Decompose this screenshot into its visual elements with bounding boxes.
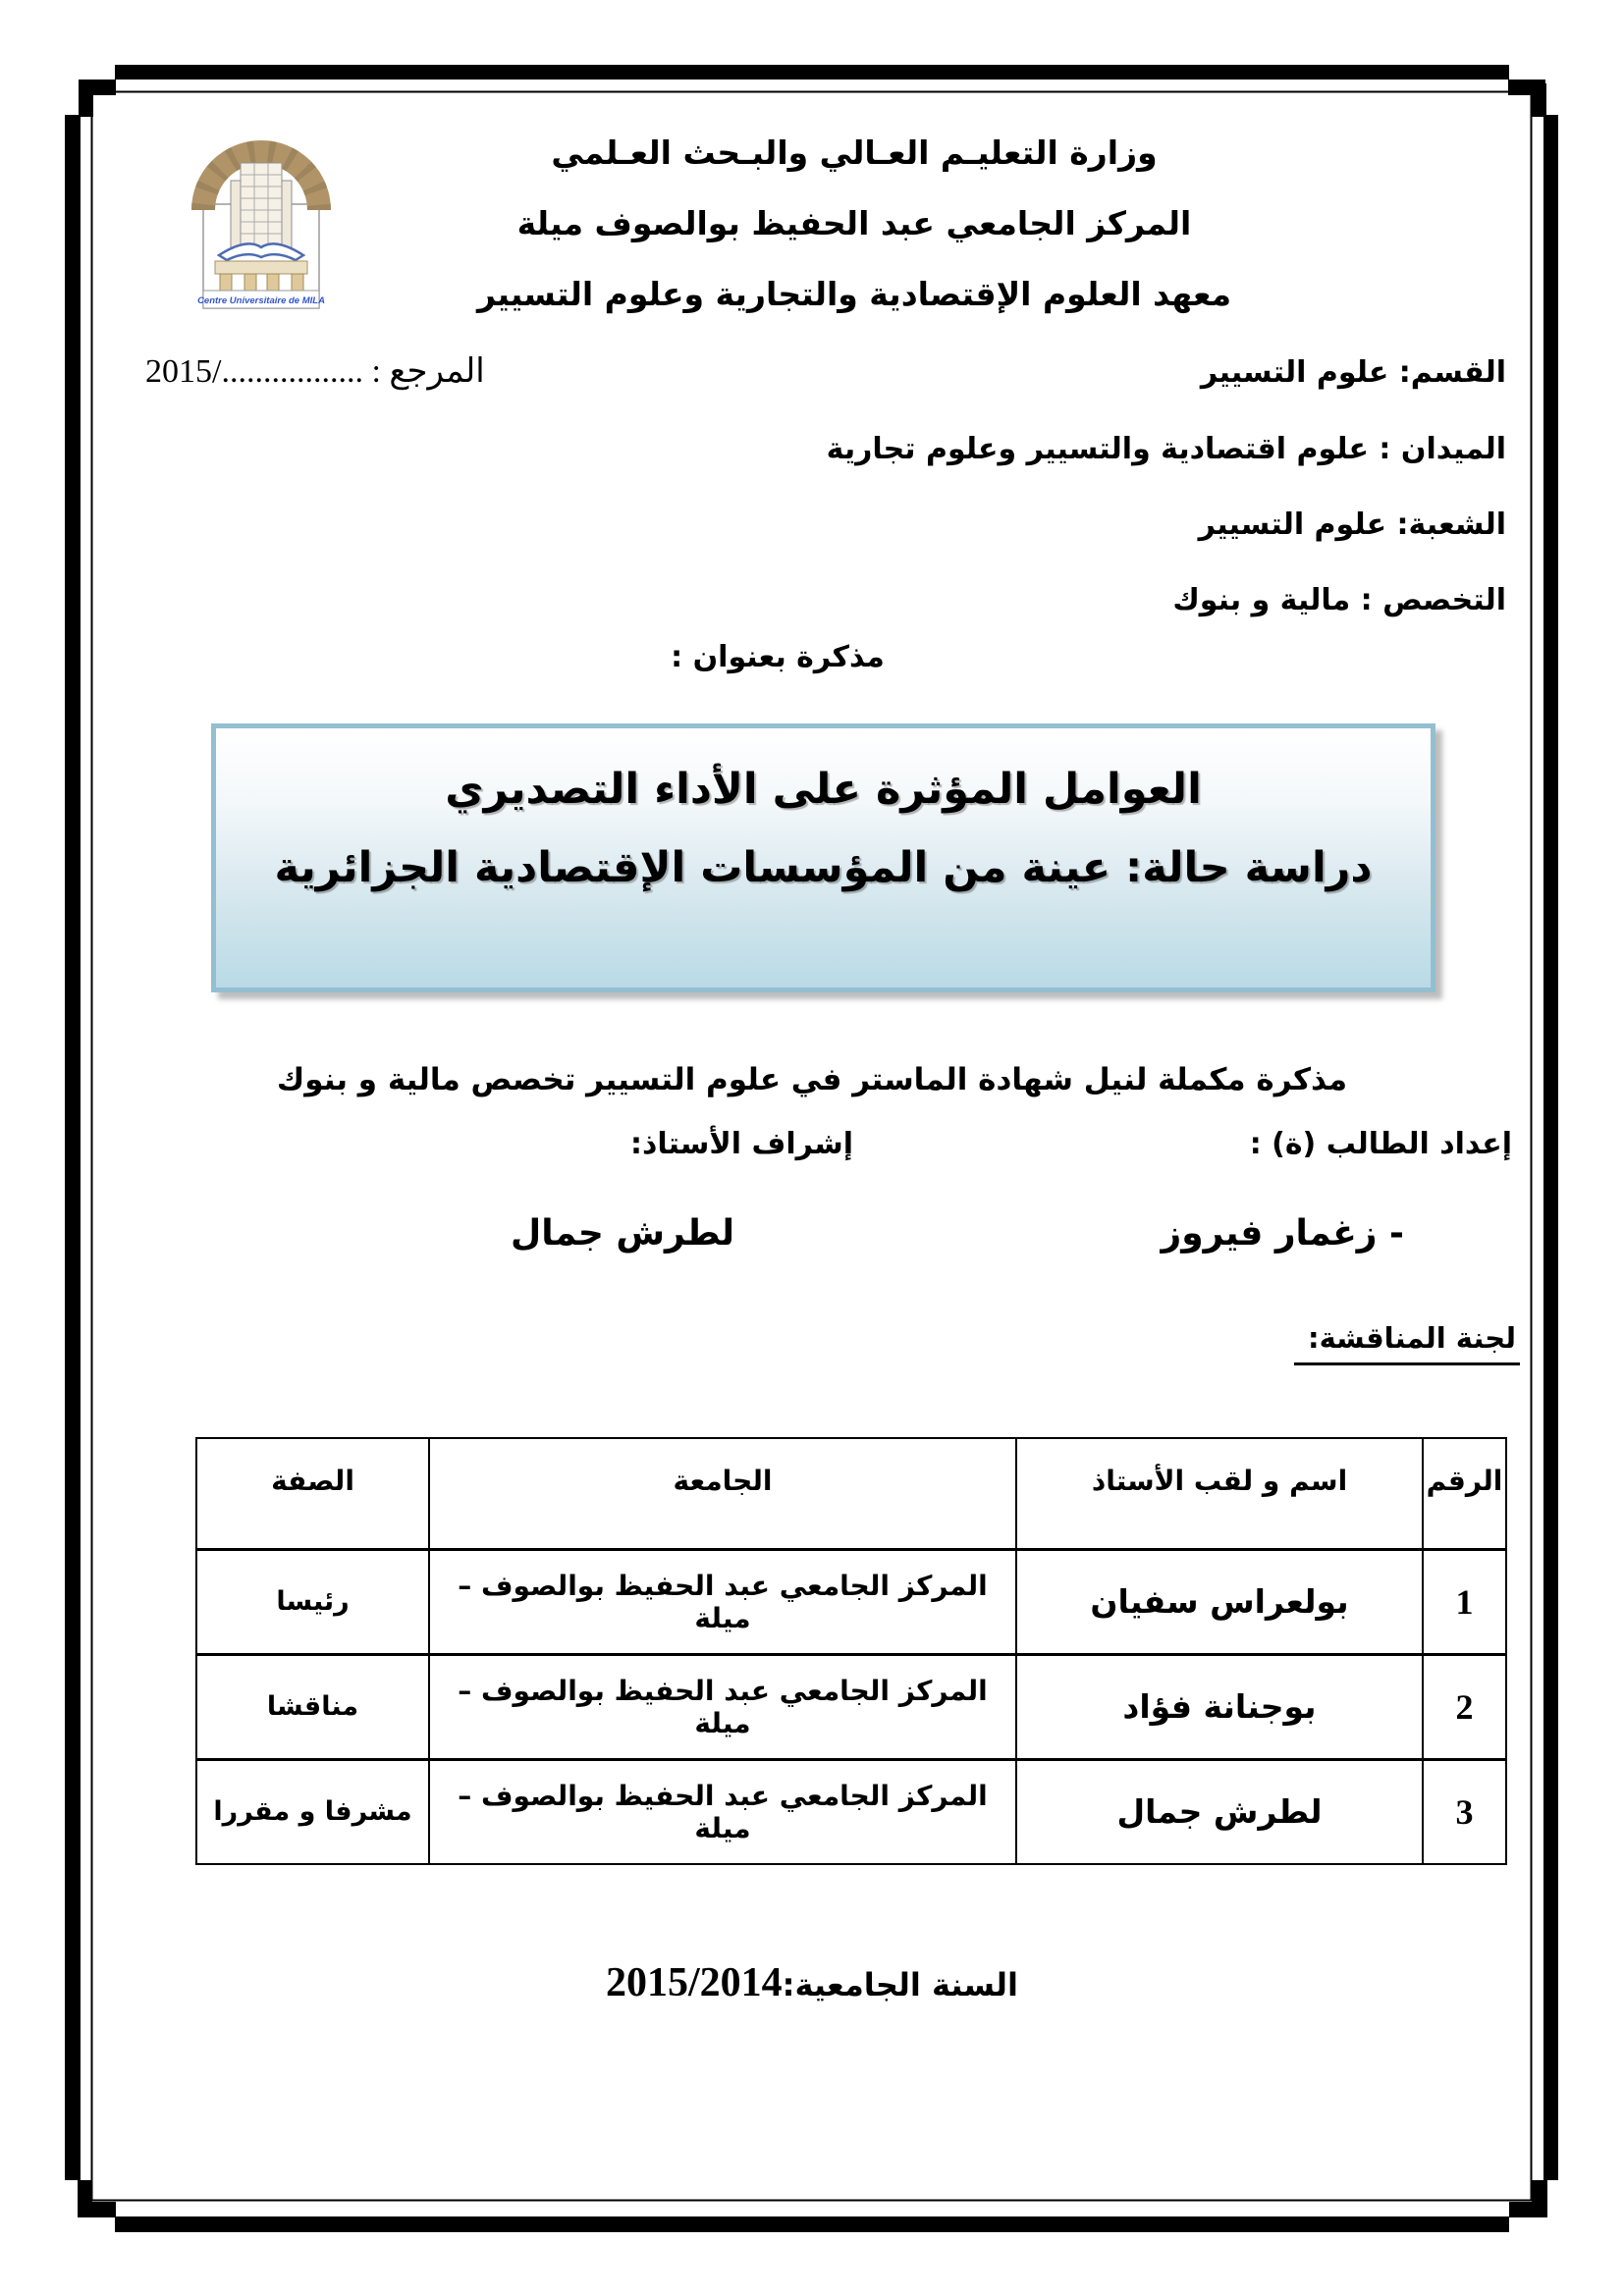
committee-table: [195, 1437, 1507, 1865]
professor-name: بولعراس سفيان: [1016, 1549, 1423, 1654]
ministry-header: [334, 133, 1375, 346]
row-number: 1: [1423, 1549, 1506, 1654]
member-role: مشرفا و مقررا: [196, 1759, 429, 1864]
committee-label: لجنة المناقشة:: [1294, 1321, 1520, 1365]
professor-name: لطرش جمال: [1016, 1759, 1423, 1864]
specialty-line: التخصص : مالية و بنوك: [1172, 583, 1506, 617]
thesis-title-box: [211, 723, 1435, 992]
col-header-professor: اسم و لقب الأستاذ: [1016, 1438, 1423, 1549]
table-row: [196, 1549, 1506, 1654]
table-row: [196, 1654, 1506, 1759]
student-label: إعداد الطالب (ة) :: [1249, 1127, 1512, 1161]
university-logo: [189, 135, 334, 312]
col-header-role: الصفة: [196, 1438, 429, 1549]
row-number: 3: [1423, 1759, 1506, 1864]
memo-label: مذكرة بعنوان :: [671, 640, 885, 674]
row-number: 2: [1423, 1654, 1506, 1759]
academic-year: [0, 1959, 1624, 2006]
university-line: المركز الجامعي عبد الحفيظ بوالصوف ميلة: [516, 204, 1192, 242]
thesis-title-line2: دراسة حالة: عينة من المؤسسات الإقتصادية الجزائرية: [274, 843, 1373, 892]
student-name: - زغمار فيروز: [1161, 1213, 1404, 1254]
col-header-number: الرقم: [1423, 1438, 1506, 1549]
member-role: رئيسا: [196, 1549, 429, 1654]
col-header-university: الجامعة: [429, 1438, 1016, 1549]
academic-year-label: السنة الجامعية:: [782, 1966, 1019, 2003]
field-line: الميدان : علوم اقتصادية والتسيير وعلوم تجارية: [826, 432, 1506, 466]
ministry-line: وزارة التعليـم العـالي والبـحث العـلمي: [551, 133, 1158, 172]
table-header-row: [196, 1438, 1506, 1549]
thesis-title-line1: العوامل المؤثرة على الأداء التصديري: [445, 765, 1202, 814]
university-name: المركز الجامعي عبد الحفيظ بوالصوف – ميلة: [429, 1759, 1016, 1864]
degree-subtitle: مذكرة مكملة لنيل شهادة الماستر في علوم التسيير تخصص مالية و بنوك: [276, 1062, 1348, 1097]
reference-line: المرجع : ................./2015: [145, 353, 485, 390]
table-row: [196, 1759, 1506, 1864]
institute-line: معهد العلوم الإقتصادية والتجارية وعلوم التسيير: [476, 275, 1232, 313]
supervisor-name: لطرش جمال: [511, 1213, 735, 1254]
academic-year-value: 2015/2014: [605, 1960, 783, 2005]
branch-line: الشعبة: علوم التسيير: [1198, 507, 1506, 542]
department-line: القسم: علوم التسيير: [1200, 355, 1506, 390]
university-name: المركز الجامعي عبد الحفيظ بوالصوف – ميلة: [429, 1549, 1016, 1654]
university-name: المركز الجامعي عبد الحفيظ بوالصوف – ميلة: [429, 1654, 1016, 1759]
member-role: مناقشا: [196, 1654, 429, 1759]
professor-name: بوجنانة فؤاد: [1016, 1654, 1423, 1759]
logo-caption: Centre Universitaire de MILA: [197, 295, 325, 306]
supervisor-label: إشراف الأستاذ:: [630, 1127, 854, 1161]
